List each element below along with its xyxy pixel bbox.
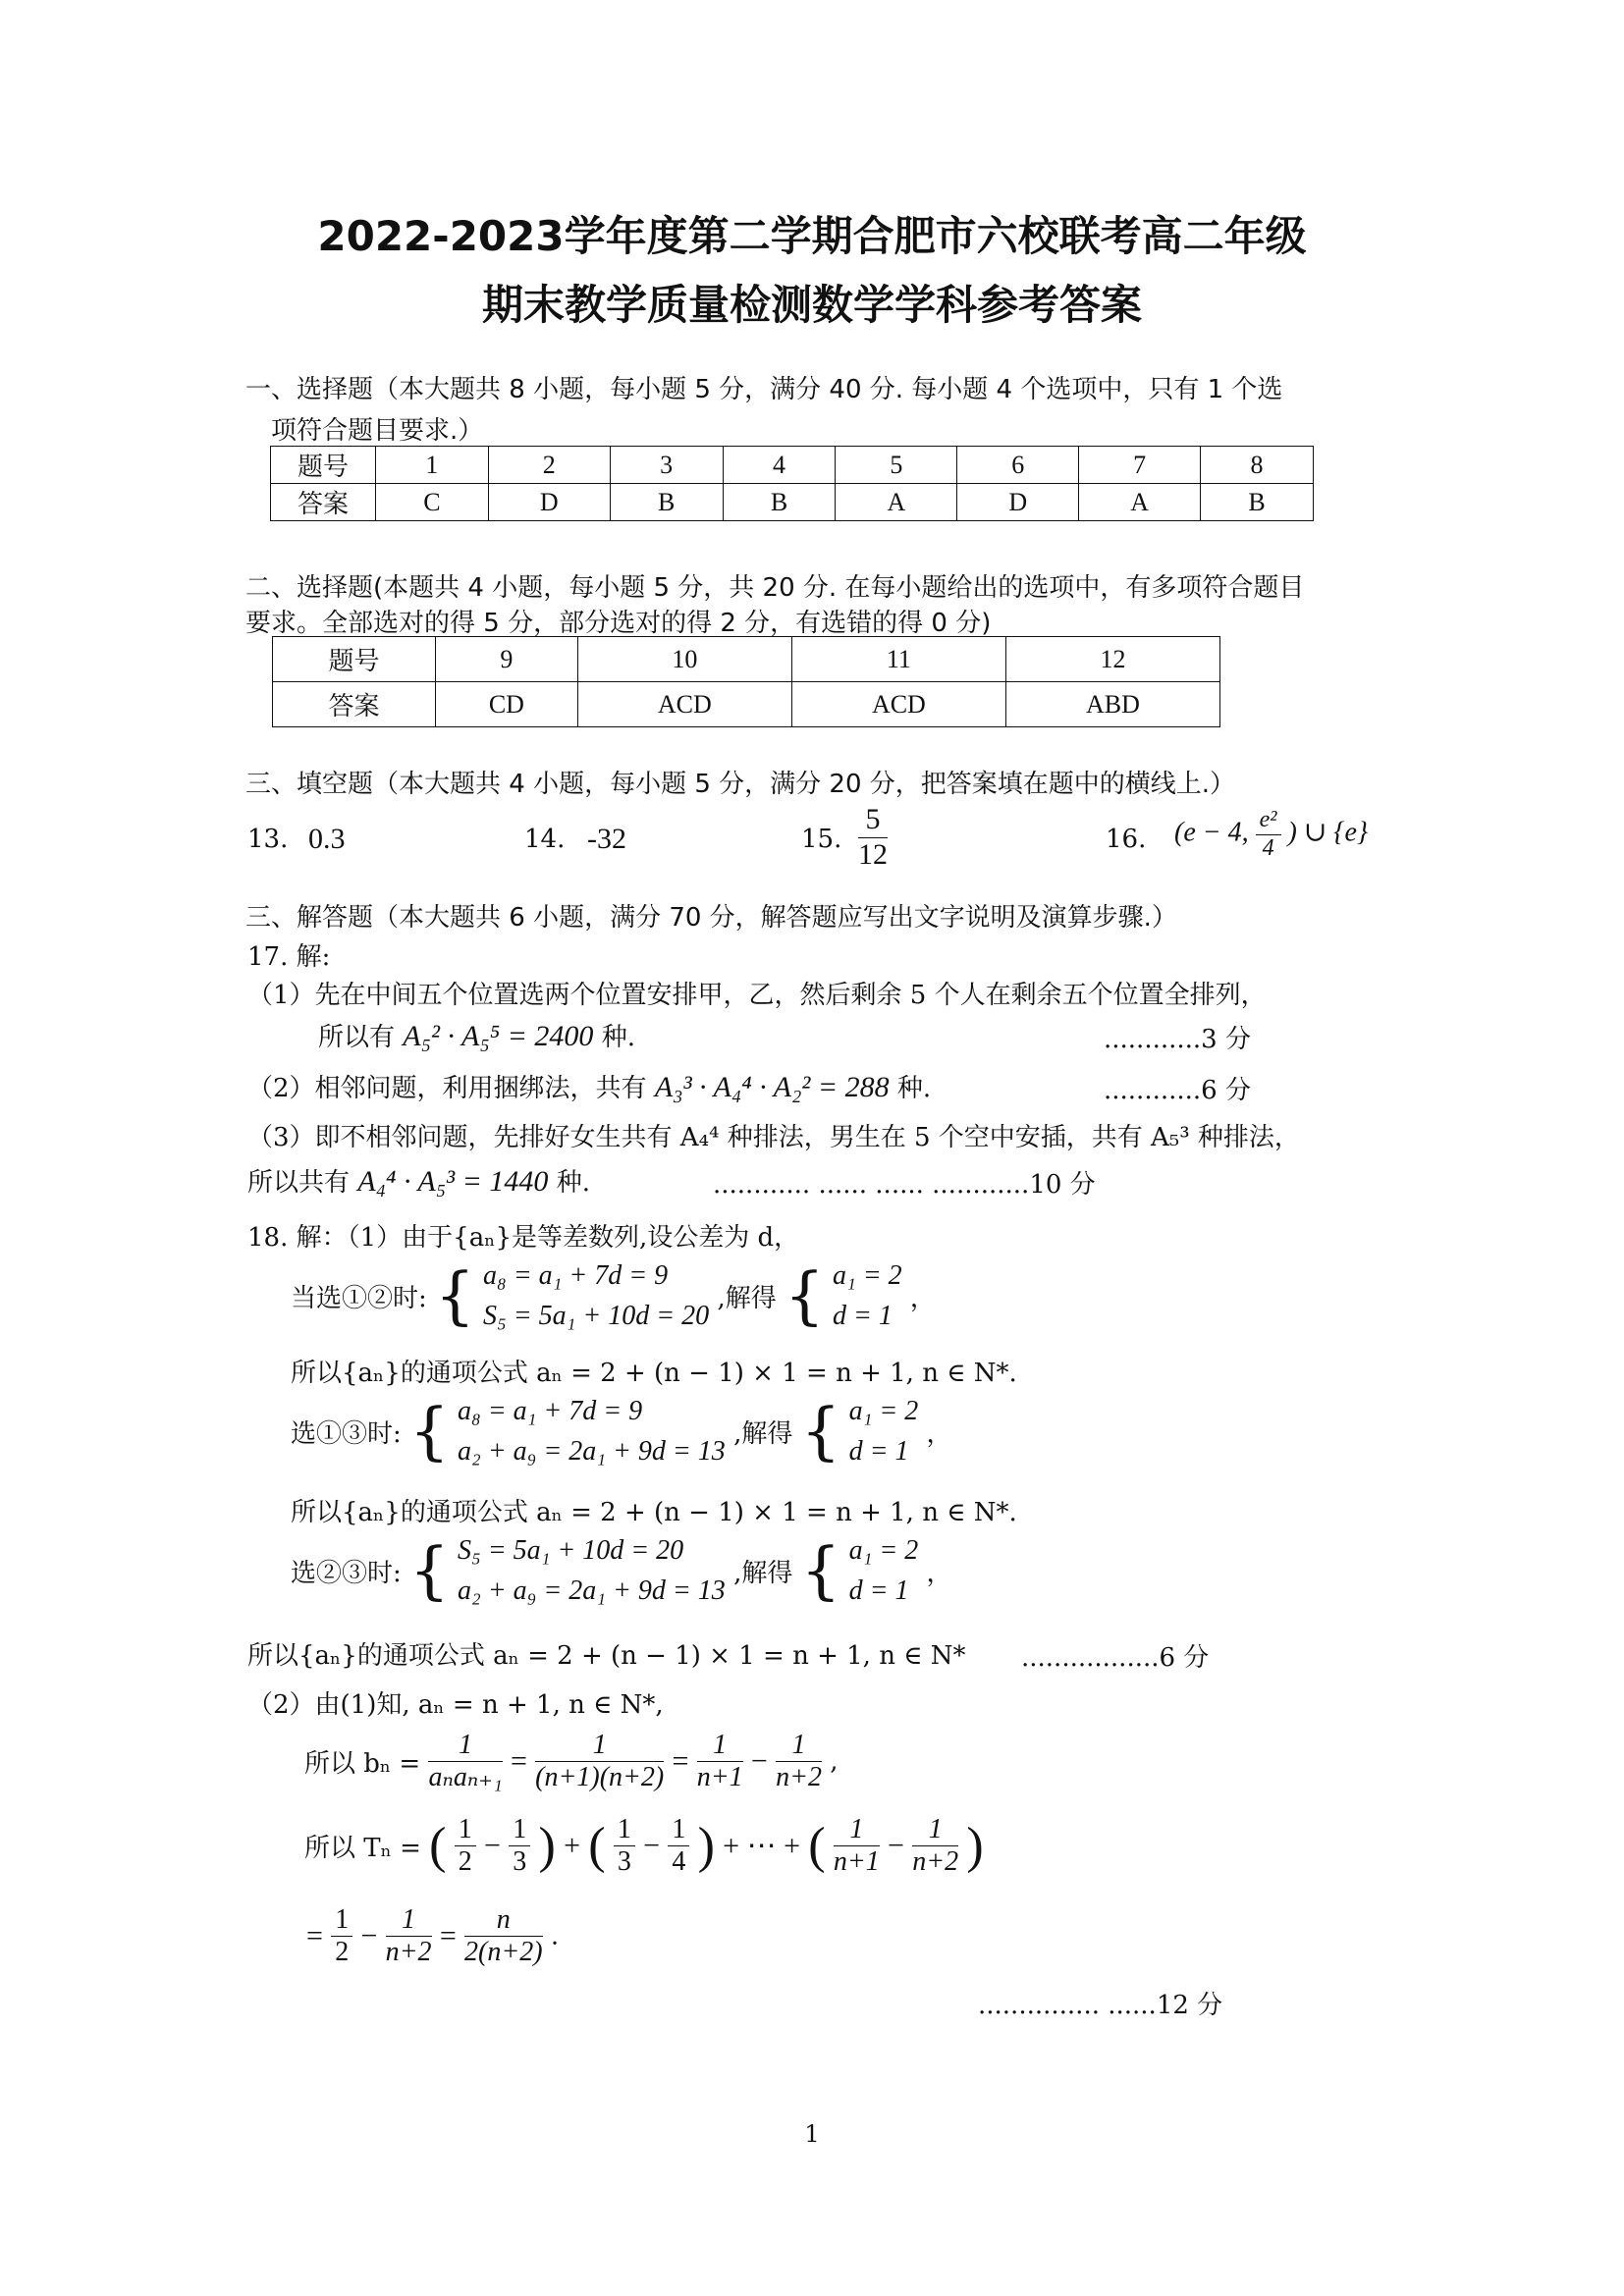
text: 选①③时: <box>291 1419 402 1450</box>
q18-result-line <box>306 1904 559 1968</box>
equals-sign: = <box>672 1744 689 1778</box>
fraction-denominator: 2 <box>335 1937 350 1968</box>
text: ,解得 <box>733 1419 793 1450</box>
text: （2）相邻问题，利用捆绑法，共有 <box>247 1074 647 1103</box>
fraction-numerator: 1 <box>834 1814 880 1846</box>
section2-header: 二、选择题(本题共 4 小题，每小题 5 分，共 20 分. 在每小题给出的选项中，有多项符合题目 <box>245 573 1305 603</box>
q17-part1-result <box>318 1017 635 1053</box>
ellipsis: + ⋯ + <box>723 1830 801 1863</box>
row-label: 题号 <box>273 637 436 682</box>
text: ， <box>926 1419 952 1450</box>
brace-icon: { <box>435 1259 475 1333</box>
fraction-numerator: n <box>464 1904 543 1937</box>
q17-score3: ............ ...... ...... ............10 分 <box>713 1170 1096 1200</box>
text: 所以共有 <box>247 1168 351 1198</box>
fraction-numerator: 1 <box>776 1730 822 1762</box>
q18-score1: .................6 分 <box>1021 1643 1210 1673</box>
fraction <box>912 1814 958 1878</box>
fraction-denominator: 4 <box>1262 834 1274 861</box>
formula: A₄⁴ · A₅³ = 1440 <box>357 1165 549 1198</box>
q17-score1: ............3 分 <box>1104 1025 1251 1054</box>
row-label: 答案 <box>271 484 376 521</box>
section4-header: 三、解答题（本大题共 6 小题，满分 70 分，解答题应写出文字说明及演算步骤.） <box>245 903 1177 933</box>
q18-score2: ............... ......12 分 <box>978 1991 1223 2020</box>
table-cell: ACD <box>577 682 791 727</box>
brace-icon: { <box>409 1534 450 1608</box>
fraction-numerator: 1 <box>535 1730 664 1762</box>
brace-icon: { <box>409 1395 450 1468</box>
q18-label: 18. 解：（1）由于{aₙ}是等差数列,设公差为 d， <box>247 1223 800 1253</box>
q17-label: 17. 解: <box>247 942 331 972</box>
equation: a₂ + a₉ = 2a₁ + 9d = 13 <box>458 1575 726 1606</box>
brace-icon: { <box>800 1534 841 1608</box>
table-cell: 10 <box>577 637 791 682</box>
equation: a₁ = 2 <box>848 1396 919 1426</box>
brace-icon: { <box>800 1395 841 1468</box>
minus-sign: − <box>888 1829 904 1862</box>
equation-system <box>833 1256 902 1336</box>
table-row <box>273 682 1220 727</box>
equation: S₅ = 5a₁ + 10d = 20 <box>483 1300 710 1331</box>
equation: a₁ = 2 <box>848 1535 919 1566</box>
fraction-denominator: aₙaₙ₊₁ <box>428 1762 503 1793</box>
q18-tn-line <box>304 1814 984 1878</box>
fraction <box>386 1904 432 1968</box>
fraction-numerator: 1 <box>386 1904 432 1937</box>
text: 选②③时: <box>291 1559 402 1589</box>
text: 所以 bₙ = <box>304 1749 421 1780</box>
text: ， <box>926 1559 952 1589</box>
text: . <box>550 1921 560 1951</box>
q15-label: 15. <box>801 825 842 854</box>
table-cell: 4 <box>723 447 836 484</box>
table-cell: 9 <box>436 637 578 682</box>
fraction <box>776 1730 822 1793</box>
q16-answer <box>1174 807 1368 862</box>
table-cell: A <box>1079 484 1201 521</box>
text: ， <box>909 1284 936 1314</box>
table-cell: 11 <box>791 637 1005 682</box>
text: 种. <box>601 1023 635 1052</box>
table-cell: 12 <box>1005 637 1219 682</box>
q15-answer <box>858 803 888 872</box>
equation: a₁ = 2 <box>832 1260 902 1291</box>
fraction-denominator: 3 <box>513 1846 527 1878</box>
equals-sign: = <box>439 1919 457 1952</box>
equation-system <box>458 1392 726 1471</box>
row-label: 题号 <box>271 447 376 484</box>
q17-part2 <box>247 1068 931 1104</box>
table-cell: 1 <box>376 447 489 484</box>
minus-sign: − <box>643 1829 661 1862</box>
equation: a₂ + a₉ = 2a₁ + 9d = 13 <box>458 1435 726 1467</box>
table-cell: CD <box>436 682 578 727</box>
brace-icon: { <box>784 1259 825 1333</box>
paren: ( <box>429 1818 447 1875</box>
fraction-numerator: 1 <box>697 1730 743 1762</box>
fraction-denominator: 3 <box>617 1846 631 1878</box>
text: 种. <box>896 1074 932 1103</box>
equation: d = 1 <box>832 1300 893 1331</box>
table-cell: 3 <box>610 447 723 484</box>
table-cell: B <box>1201 484 1314 521</box>
equation: a₈ = a₁ + 7d = 9 <box>458 1396 643 1426</box>
fraction <box>668 1814 689 1878</box>
section1-header: 一、选择题（本大题共 8 小题，每小题 5 分，满分 40 分. 每小题 4 个选项中，只有 1 个选 <box>245 375 1283 404</box>
table-cell: 2 <box>488 447 610 484</box>
equals-sign: = <box>510 1744 527 1778</box>
fraction <box>614 1814 635 1878</box>
equation-system <box>849 1392 919 1471</box>
table-row <box>273 637 1220 682</box>
fraction-numerator: 1 <box>912 1814 958 1846</box>
table-cell: D <box>488 484 610 521</box>
text: ,解得 <box>733 1559 793 1589</box>
text: 当选①②时: <box>291 1284 427 1314</box>
fraction <box>455 1814 476 1878</box>
q18-part2: （2）由(1)知, aₙ = n + 1, n ∈ N*, <box>247 1690 664 1720</box>
formula: A₃³ · A₄⁴ · A₂² = 288 <box>654 1071 890 1103</box>
section1-answer-table <box>270 446 1314 521</box>
table-cell: C <box>376 484 489 521</box>
q17-score2: ............6 分 <box>1104 1076 1251 1105</box>
table-cell: ABD <box>1005 682 1219 727</box>
fraction-denominator: 2 <box>458 1846 472 1878</box>
section2-header-cont: 要求。全部选对的得 5 分，部分选对的得 2 分，有选错的得 0 分) <box>245 609 992 638</box>
text: , <box>830 1746 839 1777</box>
page-number: 1 <box>804 2120 820 2148</box>
fraction-denominator: 2(n+2) <box>464 1937 543 1968</box>
fraction <box>697 1730 743 1793</box>
table-row <box>271 447 1314 484</box>
section3-header: 三、填空题（本大题共 4 小题，每小题 5 分，满分 20 分，把答案填在题中的横线上.） <box>245 770 1236 799</box>
q13-answer: 0.3 <box>308 823 346 855</box>
q17-part1: （1）先在中间五个位置选两个位置安排甲，乙，然后剩余 5 个人在剩余五个位置全排列， <box>247 981 1267 1010</box>
paren: ) <box>538 1818 556 1875</box>
fraction-denominator: n+2 <box>385 1937 432 1968</box>
table-cell: B <box>723 484 836 521</box>
paren: ( <box>808 1818 826 1875</box>
fraction-numerator: 1 <box>428 1730 502 1762</box>
q14-label: 14. <box>524 825 566 854</box>
table-cell: A <box>836 484 957 521</box>
table-cell: ACD <box>791 682 1005 727</box>
table-cell: 7 <box>1079 447 1201 484</box>
equation: d = 1 <box>848 1435 909 1467</box>
minus-sign: − <box>360 1919 378 1952</box>
equals-sign: = <box>306 1919 323 1952</box>
fraction <box>509 1814 530 1878</box>
q18-general2: 所以{aₙ}的通项公式 aₙ = 2 + (n − 1) × 1 = n + 1, n ∈ N*. <box>291 1498 1017 1527</box>
equation-system <box>849 1531 919 1611</box>
fraction-numerator: e² <box>1256 807 1281 835</box>
fraction-numerator: 1 <box>509 1814 530 1846</box>
equation-system <box>458 1531 726 1611</box>
fraction-numerator: 1 <box>668 1814 689 1846</box>
page-title: 2022-2023学年度第二学期合肥市六校联考高二年级 <box>317 212 1307 260</box>
q13-label: 13. <box>247 825 289 854</box>
minus-sign: − <box>484 1829 501 1862</box>
table-row <box>271 484 1314 521</box>
equation: a₈ = a₁ + 7d = 9 <box>483 1260 669 1291</box>
q18-case1 <box>291 1256 936 1336</box>
formula: A₅² · A₅⁵ = 2400 <box>403 1020 594 1052</box>
fraction <box>428 1730 502 1793</box>
minus-sign: − <box>750 1744 768 1778</box>
paren: ( <box>588 1818 606 1875</box>
q16-left: (e − 4, <box>1174 817 1249 848</box>
fraction-numerator: 1 <box>455 1814 476 1846</box>
q18-bn-line <box>304 1730 839 1793</box>
fraction-denominator: n+2 <box>776 1762 822 1793</box>
fraction <box>1256 807 1281 862</box>
q18-general1: 所以{aₙ}的通项公式 aₙ = 2 + (n − 1) × 1 = n + 1, n ∈ N*. <box>291 1359 1017 1388</box>
q18-case2 <box>291 1392 952 1471</box>
table-cell: 8 <box>1201 447 1314 484</box>
section2-answer-table <box>272 636 1220 727</box>
fraction-denominator: n+2 <box>912 1846 959 1878</box>
section1-header-cont: 项符合题目要求.） <box>271 416 484 446</box>
row-label: 答案 <box>273 682 436 727</box>
fraction-denominator: n+1 <box>833 1846 880 1878</box>
fraction-denominator: (n+1)(n+2) <box>535 1762 665 1793</box>
paren: ) <box>697 1818 715 1875</box>
q17-part3: （3）即不相邻问题，先排好女生共有 A₄⁴ 种排法，男生在 5 个空中安插，共有 A₅³ 种排法， <box>247 1123 1300 1152</box>
fraction <box>858 803 888 872</box>
fraction <box>834 1814 880 1878</box>
q14-answer: -32 <box>587 823 626 855</box>
fraction-denominator: n+1 <box>696 1762 743 1793</box>
q16-right: ) ∪ {e} <box>1287 817 1369 848</box>
fraction-numerator: 1 <box>331 1904 352 1937</box>
paren: ) <box>966 1818 984 1875</box>
text: 所以有 <box>318 1023 396 1052</box>
table-cell: D <box>957 484 1079 521</box>
fraction-denominator: 4 <box>672 1846 686 1878</box>
table-cell: 6 <box>957 447 1079 484</box>
page-subtitle: 期末教学质量检测数学学科参考答案 <box>481 281 1142 329</box>
table-cell: B <box>610 484 723 521</box>
q17-part3-result <box>247 1162 590 1199</box>
table-cell: 5 <box>836 447 957 484</box>
equation: S₅ = 5a₁ + 10d = 20 <box>458 1535 684 1566</box>
fraction <box>331 1904 352 1968</box>
plus-sign: + <box>564 1829 580 1862</box>
text: ,解得 <box>717 1284 777 1314</box>
text: 种. <box>556 1168 590 1198</box>
equation: d = 1 <box>848 1575 909 1606</box>
fraction <box>464 1904 543 1968</box>
fraction-denominator: 12 <box>858 837 888 871</box>
fraction-numerator: 5 <box>858 803 888 838</box>
q18-case3 <box>291 1531 952 1611</box>
fraction <box>535 1730 664 1793</box>
text: 所以 Tₙ = <box>304 1834 421 1864</box>
q16-label: 16. <box>1106 825 1147 854</box>
fraction-numerator: 1 <box>614 1814 635 1846</box>
equation-system <box>483 1256 709 1336</box>
q18-general-final: 所以{aₙ}的通项公式 aₙ = 2 + (n − 1) × 1 = n + 1, n ∈ N* <box>247 1641 966 1671</box>
